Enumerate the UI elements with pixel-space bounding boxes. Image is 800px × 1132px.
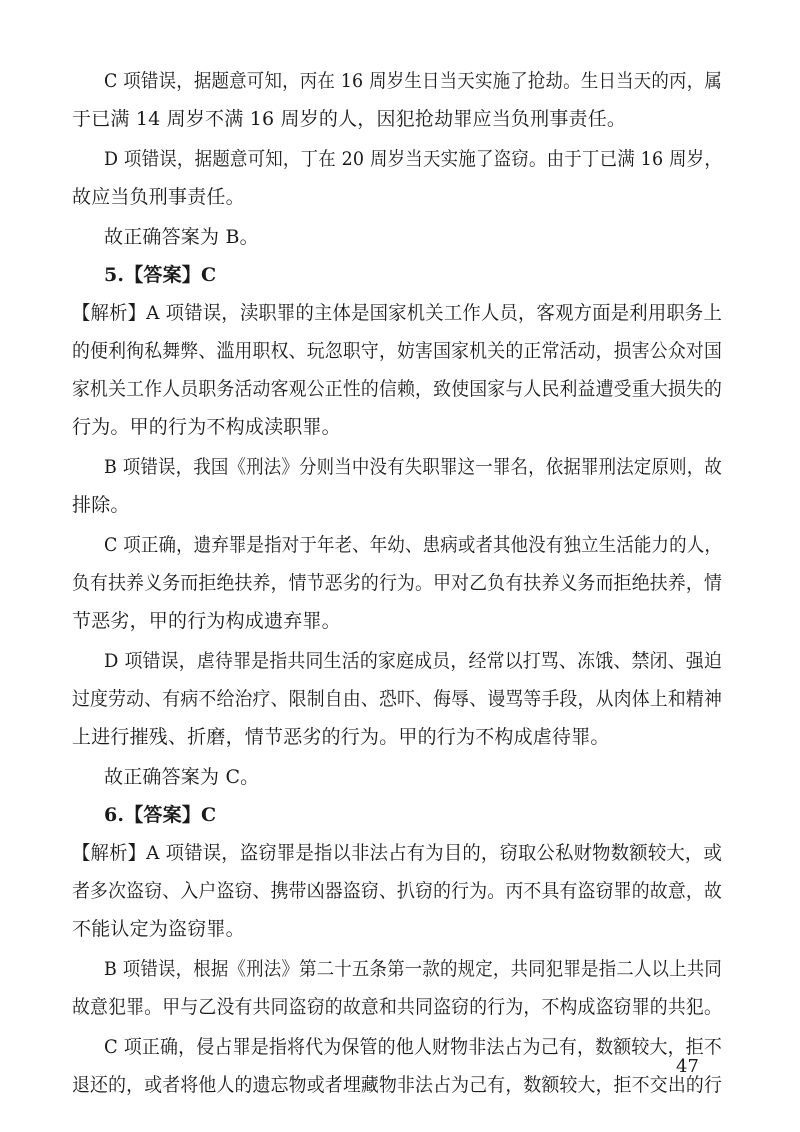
line-text: 5.【答案】C xyxy=(104,264,217,286)
line-text: 不能认定为盗窃罪。 xyxy=(72,918,245,940)
line-text: 的便利徇私舞弊、滥用职权、玩忽职守，妨害国家机关的正常活动，损害公众对国 xyxy=(72,340,722,362)
line-text: 负有扶养义务而拒绝扶养，情节恶劣的行为。甲对乙负有扶养义务而拒绝扶养，情 xyxy=(72,572,722,594)
line-text: C 项正确，遗弃罪是指对于年老、年幼、患病或者其他没有独立生活能力的人， xyxy=(104,534,722,556)
line-text: 故意犯罪。甲与乙没有共同盗窃的故意和共同盗窃的行为，不构成盗窃罪的共犯。 xyxy=(72,996,722,1018)
line-text: C 项正确，侵占罪是指将代为保管的他人财物非法占为己有，数额较大，拒不 xyxy=(104,1036,722,1058)
line-text: 故应当负刑事责任。 xyxy=(72,186,245,208)
line-text: 故正确答案为 C。 xyxy=(104,766,260,788)
line-text: B 项错误，根据《刑法》第二十五条第一款的规定，共同犯罪是指二人以上共同 xyxy=(104,958,722,980)
line-text: B 项错误，我国《刑法》分则当中没有失职罪这一罪名，依据罪刑法定原则，故 xyxy=(104,456,722,478)
line-text: 【解析】A 项错误，渎职罪的主体是国家机关工作人员，客观方面是利用职务上 xyxy=(72,302,722,324)
line-text: 退还的，或者将他人的遗忘物或者埋藏物非法占为己有，数额较大，拒不交出的行 xyxy=(72,1074,722,1096)
line-text: 故正确答案为 B。 xyxy=(104,226,259,248)
line-text: 过度劳动、有病不给治疗、限制自由、恐吓、侮辱、谩骂等手段，从肉体上和精神 xyxy=(72,688,722,710)
line-text: D 项错误，据题意可知，丁在 20 周岁当天实施了盗窃。由于丁已满 16 周岁， xyxy=(104,148,722,170)
line-text: 6.【答案】C xyxy=(104,804,217,826)
page-number: 47 xyxy=(676,1056,699,1077)
line-text: D 项错误，虐待罪是指共同生活的家庭成员，经常以打骂、冻饿、禁闭、强迫 xyxy=(104,650,722,672)
line-text: 【解析】A 项错误，盗窃罪是指以非法占有为目的，窃取公私财物数额较大，或 xyxy=(72,842,722,864)
line-text: 家机关工作人员职务活动客观公正性的信赖，致使国家与人民利益遭受重大损失的 xyxy=(72,378,722,400)
line-text: 上进行摧残、折磨，情节恶劣的行为。甲的行为不构成虐待罪。 xyxy=(72,726,610,748)
line-text: 排除。 xyxy=(72,494,130,516)
line-text: 节恶劣，甲的行为构成遗弃罪。 xyxy=(72,610,341,632)
line-text: C 项错误，据题意可知，丙在 16 周岁生日当天实施了抢劫。生日当天的丙，属 xyxy=(104,70,722,92)
line-text: 者多次盗窃、入户盗窃、携带凶器盗窃、扒窃的行为。丙不具有盗窃罪的故意，故 xyxy=(72,880,722,902)
line-text: 行为。甲的行为不构成渎职罪。 xyxy=(72,416,341,438)
line-text: 于已满 14 周岁不满 16 周岁的人，因犯抢劫罪应当负刑事责任。 xyxy=(72,108,627,130)
